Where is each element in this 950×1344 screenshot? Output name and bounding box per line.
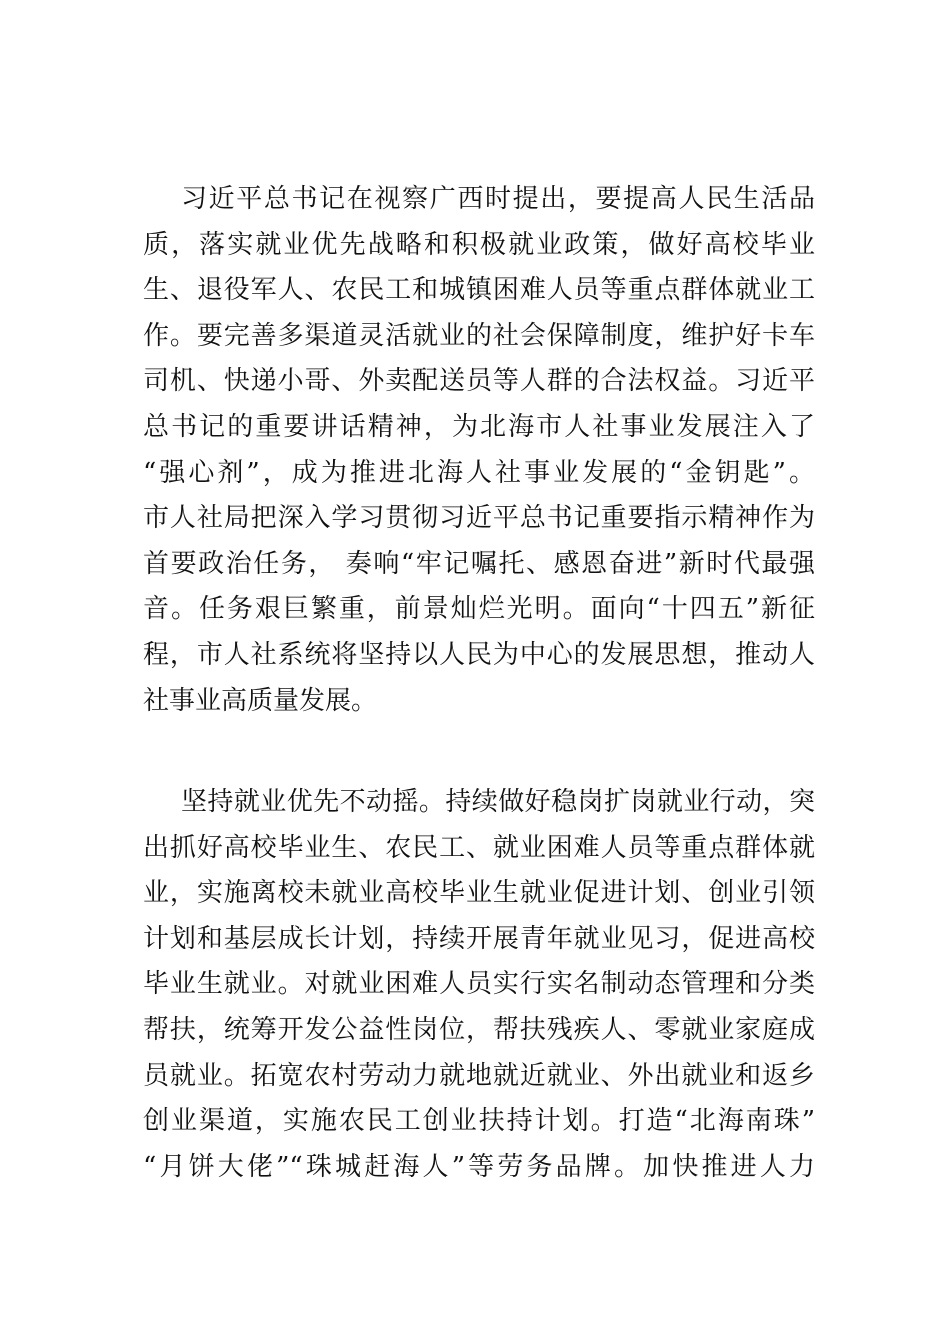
paragraph-line: 计划和基层成长计划，持续开展青年就业见习，促进高校 xyxy=(143,923,815,954)
paragraph-line: 社事业高质量发展。 xyxy=(143,685,378,716)
paragraph-line: 生、退役军人、农民工和城镇困难人员等重点群体就业工 xyxy=(143,275,815,306)
paragraph-line: 市人社局把深入学习贯彻习近平总书记重要指示精神作为 xyxy=(143,503,815,534)
paragraph-line: 程，市人社系统将坚持以人民为中心的发展思想，推动人 xyxy=(143,639,815,670)
paragraph-line: 总书记的重要讲话精神，为北海市人社事业发展注入了 xyxy=(143,411,815,442)
paragraph-1 xyxy=(143,177,815,724)
paragraph-line: 出抓好高校毕业生、农民工、就业困难人员等重点群体就 xyxy=(143,832,815,863)
paragraph-line: 习近平总书记在视察广西时提出，要提高人民生活品 xyxy=(181,184,815,214)
paragraph-line: 首要政治任务， 奏响“牢记嘱托、感恩奋进”新时代最强 xyxy=(143,548,815,579)
paragraph-line: 毕业生就业。对就业困难人员实行实名制动态管理和分类 xyxy=(143,969,815,1000)
paragraph-line: 坚持就业优先不动摇。持续做好稳岗扩岗就业行动，突 xyxy=(181,787,815,817)
paragraph-line: 作。要完善多渠道灵活就业的社会保障制度，维护好卡车 xyxy=(143,320,815,351)
paragraph-line: 员就业。拓宽农村劳动力就地就近就业、外出就业和返乡 xyxy=(143,1060,815,1091)
paragraph-line: 质，落实就业优先战略和积极就业政策，做好高校毕业 xyxy=(143,229,815,260)
paragraph-line: 业，实施离校未就业高校毕业生就业促进计划、创业引领 xyxy=(143,878,815,909)
paragraph-2 xyxy=(143,780,815,1190)
paragraph-line: “强心剂”，成为推进北海人社事业发展的“金钥匙”。 xyxy=(143,457,815,488)
paragraph-line: 音。任务艰巨繁重，前景灿烂光明。面向“十四五”新征 xyxy=(143,594,815,625)
paragraph-line: “月饼大佬”“珠城赶海人”等劳务品牌。加快推进人力 xyxy=(143,1151,815,1182)
paragraph-line: 创业渠道，实施农民工创业扶持计划。打造“北海南珠” xyxy=(143,1106,815,1137)
paragraph-line: 司机、快递小哥、外卖配送员等人群的合法权益。习近平 xyxy=(143,366,815,397)
paragraph-line: 帮扶，统筹开发公益性岗位，帮扶残疾人、零就业家庭成 xyxy=(143,1014,815,1045)
